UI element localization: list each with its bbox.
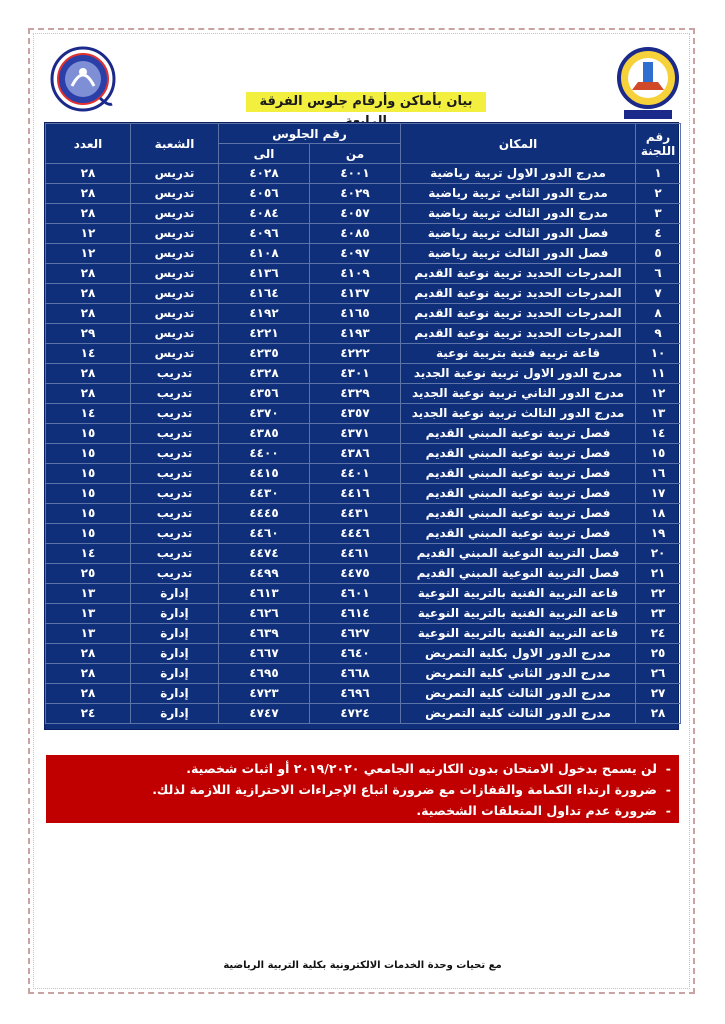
table-row [46,484,681,504]
seat-from-cell: ٤٠٨٥ [310,224,401,244]
division-cell: تدريس [131,184,219,204]
division-cell: تدريب [131,384,219,404]
committee-no-cell: ٢١ [636,564,681,584]
seat-from-cell: ٤٦٠١ [310,584,401,604]
committee-no-cell: ١٣ [636,404,681,424]
table-row [46,364,681,384]
university-logo-icon [614,46,682,122]
committee-no-cell: ١٧ [636,484,681,504]
division-cell: تدريب [131,424,219,444]
count-cell: ١٥ [46,444,131,464]
table-row [46,444,681,464]
committee-no-cell: ١٠ [636,344,681,364]
table-row [46,544,681,564]
table-row [46,644,681,664]
seat-from-cell: ٤٣٠١ [310,364,401,384]
seat-from-cell: ٤٤٠١ [310,464,401,484]
seat-to-cell: ٤٤٤٥ [219,504,310,524]
seat-to-cell: ٤٤٩٩ [219,564,310,584]
place-cell: فصل تربية نوعية المبني القديم [401,484,636,504]
place-cell: مدرج الدور الثالث تربية رياضية [401,204,636,224]
count-cell: ٢٨ [46,304,131,324]
seat-to-cell: ٤٤١٥ [219,464,310,484]
count-cell: ٢٨ [46,204,131,224]
seat-from-cell: ٤٤٧٥ [310,564,401,584]
table-row [46,664,681,684]
note-bullet: - [665,782,671,797]
table-row [46,684,681,704]
count-cell: ٢٨ [46,664,131,684]
committee-no-cell: ٢٢ [636,584,681,604]
count-cell: ٢٨ [46,384,131,404]
seat-to-cell: ٤٠٩٦ [219,224,310,244]
exam-notes [46,755,679,823]
count-cell: ١٤ [46,344,131,364]
seat-to-cell: ٤٤٠٠ [219,444,310,464]
note-item [54,779,671,800]
seat-from-cell: ٤٤١٦ [310,484,401,504]
division-cell: تدريس [131,344,219,364]
count-cell: ١٣ [46,624,131,644]
seat-to-cell: ٤٦٦٧ [219,644,310,664]
committee-no-cell: ٢٥ [636,644,681,664]
committee-no-cell: ٢٣ [636,604,681,624]
place-cell: مدرج الدور الثاني تربية رياضية [401,184,636,204]
place-cell: فصل الدور الثالث تربية رياضية [401,244,636,264]
division-cell: تدريس [131,324,219,344]
seat-to-cell: ٤٦٣٩ [219,624,310,644]
seat-to-cell: ٤٤٣٠ [219,484,310,504]
count-cell: ١٥ [46,464,131,484]
place-cell: مدرج الدور الثالث كلية التمريض [401,704,636,724]
table-row [46,564,681,584]
place-cell: فصل التربية النوعية المبني القديم [401,564,636,584]
seat-from-cell: ٤٠٠١ [310,164,401,184]
place-cell: فصل تربية نوعية المبني القديم [401,504,636,524]
table-row [46,504,681,524]
committee-no-cell: ٣ [636,204,681,224]
committee-no-cell: ٩ [636,324,681,344]
seat-from-cell: ٤٠٩٧ [310,244,401,264]
committee-no-cell: ١٦ [636,464,681,484]
seat-to-cell: ٤١٠٨ [219,244,310,264]
seat-to-cell: ٤٦٢٦ [219,604,310,624]
count-cell: ٢٥ [46,564,131,584]
count-cell: ٢٨ [46,164,131,184]
division-cell: تدريب [131,464,219,484]
seat-to-cell: ٤٧٢٣ [219,684,310,704]
count-cell: ١٢ [46,244,131,264]
seating-table [45,123,681,724]
seat-to-cell: ٤٧٤٧ [219,704,310,724]
note-text: ضرورة ارتداء الكمامة والقفازات مع ضرورة اتباع الإجراءات الاحترازية اللازمة لذلك. [152,782,657,797]
committee-no-cell: ١٩ [636,524,681,544]
table-row [46,404,681,424]
table-row [46,524,681,544]
seating-table-container [44,122,679,730]
division-cell: تدريب [131,404,219,424]
seat-from-cell: ٤٠٥٧ [310,204,401,224]
committee-no-cell: ٦ [636,264,681,284]
count-cell: ٢٨ [46,264,131,284]
table-row [46,324,681,344]
table-row [46,224,681,244]
seat-to-cell: ٤٤٦٠ [219,524,310,544]
header-place: المكان [401,124,636,164]
note-text: لن يسمح بدخول الامتحان بدون الكارنيه الجامعي ٢٠١٩/٢٠٢٠ أو اثبات شخصية. [186,761,657,776]
header-to: الى [219,144,310,164]
seat-from-cell: ٤٦١٤ [310,604,401,624]
division-cell: تدريب [131,524,219,544]
seat-from-cell: ٤٢٢٢ [310,344,401,364]
count-cell: ٢٨ [46,364,131,384]
division-cell: تدريس [131,304,219,324]
seat-to-cell: ٤٠٨٤ [219,204,310,224]
table-row [46,284,681,304]
seat-from-cell: ٤٣٥٧ [310,404,401,424]
header-seat-numbers: رقم الجلوس [219,124,401,144]
count-cell: ٢٨ [46,184,131,204]
seat-from-cell: ٤٣٢٩ [310,384,401,404]
table-row [46,204,681,224]
place-cell: قاعة تربية فنية بتربية نوعية [401,344,636,364]
committee-no-cell: ٢٨ [636,704,681,724]
place-cell: فصل التربية النوعية المبني القديم [401,544,636,564]
division-cell: إدارة [131,704,219,724]
committee-no-cell: ٢ [636,184,681,204]
place-cell: مدرج الدور الثاني كلية التمريض [401,664,636,684]
count-cell: ١٤ [46,404,131,424]
seat-to-cell: ٤١٦٤ [219,284,310,304]
seat-to-cell: ٤٣٥٦ [219,384,310,404]
seat-to-cell: ٤٣٧٠ [219,404,310,424]
committee-no-cell: ٢٠ [636,544,681,564]
place-cell: مدرج الدور الاول تربية نوعية الجديد [401,364,636,384]
committee-no-cell: ١٨ [636,504,681,524]
seat-to-cell: ٤٣٨٥ [219,424,310,444]
seat-from-cell: ٤٣٧١ [310,424,401,444]
place-cell: مدرج الدور الثاني تربية نوعية الجديد [401,384,636,404]
place-cell: مدرج الدور الاول تربية رياضية [401,164,636,184]
header-division: الشعبة [131,124,219,164]
division-cell: تدريب [131,564,219,584]
table-row [46,244,681,264]
table-row [46,604,681,624]
seat-from-cell: ٤٦٢٧ [310,624,401,644]
note-item [54,800,671,821]
table-row [46,464,681,484]
place-cell: قاعة التربية الفنية بالتربية النوعية [401,584,636,604]
note-item [54,758,671,779]
place-cell: المدرجات الحديد تربية نوعية القديم [401,264,636,284]
count-cell: ٢٨ [46,684,131,704]
seat-to-cell: ٤٦١٣ [219,584,310,604]
division-cell: إدارة [131,664,219,684]
division-cell: تدريب [131,444,219,464]
division-cell: تدريب [131,544,219,564]
count-cell: ١٣ [46,604,131,624]
division-cell: إدارة [131,624,219,644]
division-cell: تدريب [131,484,219,504]
seat-to-cell: ٤٠٥٦ [219,184,310,204]
seat-from-cell: ٤٦٦٨ [310,664,401,684]
place-cell: مدرج الدور الاول بكلية التمريض [401,644,636,664]
seat-from-cell: ٤٤٤٦ [310,524,401,544]
seat-to-cell: ٤٠٢٨ [219,164,310,184]
seat-to-cell: ٤٦٩٥ [219,664,310,684]
division-cell: تدريس [131,284,219,304]
faculty-logo-icon [50,46,116,112]
header-from: من [310,144,401,164]
table-row [46,704,681,724]
division-cell: تدريس [131,224,219,244]
committee-no-cell: ١٤ [636,424,681,444]
committee-no-cell: ٤ [636,224,681,244]
table-row [46,384,681,404]
count-cell: ١٥ [46,424,131,444]
place-cell: فصل تربية نوعية المبني القديم [401,524,636,544]
table-row [46,264,681,284]
count-cell: ١٥ [46,524,131,544]
note-text: ضرورة عدم تداول المتعلقات الشخصية. [416,803,657,818]
header-committee-no: رقم اللجنة [636,124,681,164]
seat-from-cell: ٤٦٤٠ [310,644,401,664]
count-cell: ٢٨ [46,644,131,664]
table-row [46,624,681,644]
division-cell: تدريب [131,364,219,384]
table-row [46,424,681,444]
place-cell: فصل الدور الثالث تربية رياضية [401,224,636,244]
place-cell: مدرج الدور الثالث تربية نوعية الجديد [401,404,636,424]
seat-to-cell: ٤١٣٦ [219,264,310,284]
seat-from-cell: ٤٦٩٦ [310,684,401,704]
division-cell: تدريس [131,244,219,264]
seat-to-cell: ٤٣٢٨ [219,364,310,384]
table-row [46,344,681,364]
table-row [46,584,681,604]
note-bullet: - [665,803,671,818]
seat-from-cell: ٤٤٦١ [310,544,401,564]
division-cell: تدريب [131,504,219,524]
seat-to-cell: ٤٢٢١ [219,324,310,344]
seat-from-cell: ٤١٠٩ [310,264,401,284]
committee-no-cell: ٧ [636,284,681,304]
place-cell: المدرجات الحديد تربية نوعية القديم [401,304,636,324]
table-row [46,184,681,204]
footer-credit: مع تحيات وحدة الخدمات الالكترونية بكلية التربية الرياضية [223,960,502,971]
committee-no-cell: ١٥ [636,444,681,464]
place-cell: قاعة التربية الفنية بالتربية النوعية [401,624,636,644]
seat-from-cell: ٤٠٢٩ [310,184,401,204]
count-cell: ١٣ [46,584,131,604]
committee-no-cell: ١١ [636,364,681,384]
count-cell: ١٢ [46,224,131,244]
division-cell: إدارة [131,604,219,624]
committee-no-cell: ٢٧ [636,684,681,704]
seat-to-cell: ٤٢٣٥ [219,344,310,364]
count-cell: ١٥ [46,504,131,524]
count-cell: ١٤ [46,544,131,564]
count-cell: ١٥ [46,484,131,504]
division-cell: إدارة [131,584,219,604]
division-cell: تدريس [131,164,219,184]
seat-from-cell: ٤١٦٥ [310,304,401,324]
place-cell: فصل تربية نوعية المبني القديم [401,464,636,484]
place-cell: المدرجات الحديد تربية نوعية القديم [401,284,636,304]
seat-to-cell: ٤١٩٢ [219,304,310,324]
committee-no-cell: ٥ [636,244,681,264]
header-count: العدد [46,124,131,164]
count-cell: ٢٩ [46,324,131,344]
place-cell: مدرج الدور الثالث كلية التمريض [401,684,636,704]
place-cell: فصل تربية نوعية المبني القديم [401,424,636,444]
place-cell: فصل تربية نوعية المبني القديم [401,444,636,464]
seat-from-cell: ٤٤٣١ [310,504,401,524]
place-cell: المدرجات الحديد تربية نوعية القديم [401,324,636,344]
seat-from-cell: ٤٧٢٤ [310,704,401,724]
committee-no-cell: ٢٤ [636,624,681,644]
table-row [46,164,681,184]
note-bullet: - [665,761,671,776]
seat-from-cell: ٤١٩٣ [310,324,401,344]
page-title: بيان بأماكن وأرقام جلوس الفرقة [246,92,486,112]
division-cell: إدارة [131,644,219,664]
committee-no-cell: ٨ [636,304,681,324]
division-cell: إدارة [131,684,219,704]
count-cell: ٢٨ [46,284,131,304]
count-cell: ٢٤ [46,704,131,724]
committee-no-cell: ١٢ [636,384,681,404]
committee-no-cell: ٢٦ [636,664,681,684]
seat-from-cell: ٤١٣٧ [310,284,401,304]
division-cell: تدريس [131,264,219,284]
seat-from-cell: ٤٣٨٦ [310,444,401,464]
division-cell: تدريس [131,204,219,224]
table-row [46,304,681,324]
seat-to-cell: ٤٤٧٤ [219,544,310,564]
committee-no-cell: ١ [636,164,681,184]
place-cell: قاعة التربية الفنية بالتربية النوعية [401,604,636,624]
